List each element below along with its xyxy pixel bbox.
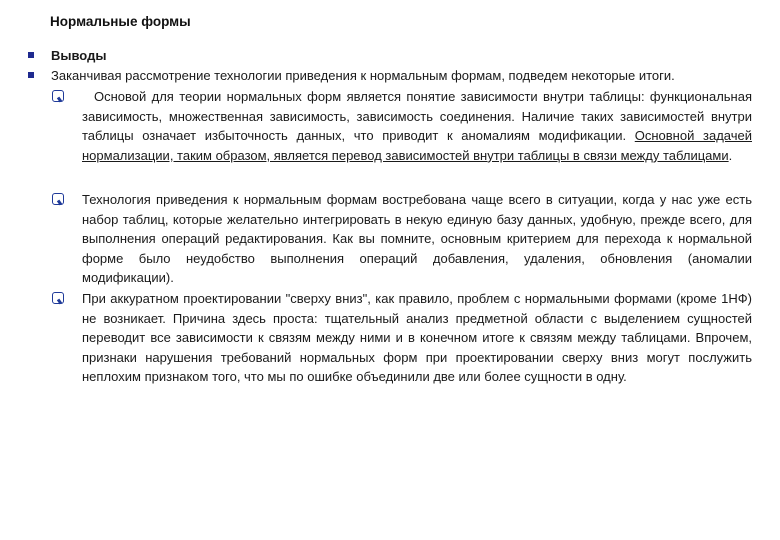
subitem-text [82, 87, 752, 165]
subitem-dependencies [52, 87, 752, 165]
subitem-text: Технология приведения к нормальным формам востребована чаще всего в ситуации, когда у нас уже есть набор таблиц, которые желательно интегрировать в некую единую базу данных, удобную, прежде всего, для выполнения операций редактирования. Как вы помните, основным критерием для перехода к нормальной форме было неудобство выполнения операций добавления, удаления, обновления (аномалии модификации). [82, 192, 752, 286]
subitem-text: При аккуратном проектировании "сверху вниз", как правило, проблем с нормальными формами (кроме 1НФ) не возникает. Причина здесь проста: тщательный анализ предметной области с выделением сущностей переводит все зависимости к связям между ними и в конечном итоге к связям между таблицами. Впрочем, признаки нарушения требований нормальных форм при проектировании сверху вниз могут послужить неплохим признаком того, что мы по ошибке объединили две или более сущности в одну. [82, 291, 752, 385]
subitem-top-down [52, 289, 752, 387]
checkbox-bullet-icon [52, 193, 64, 205]
square-bullet-icon [28, 72, 34, 78]
subitem-underlined: Основной задачей нормализации, таким образом, является перевод зависимостей внутри таблицы в связи между таблицами [82, 128, 752, 163]
square-bullet-icon [28, 52, 34, 58]
checkbox-bullet-icon [52, 90, 64, 102]
subitem-tail: . [728, 147, 733, 163]
bullet-text: Выводы [51, 48, 107, 63]
bullet-text: Заканчивая рассмотрение технологии приведения к нормальным формам, подведем некоторые итоги. [51, 68, 675, 83]
checkbox-bullet-icon [52, 292, 64, 304]
slide-title: Нормальные формы [50, 14, 191, 29]
subitem-lead: Основой для теории нормальных форм является понятие зависимости внутри таблицы: функциональная зависимость, множественная зависимость, зависимость соединения. Наличие таких зависимостей внутри таблицы означает избыточность данных, что приводит к аномалиям модификации. [82, 89, 752, 144]
subitem-technology [52, 190, 752, 288]
